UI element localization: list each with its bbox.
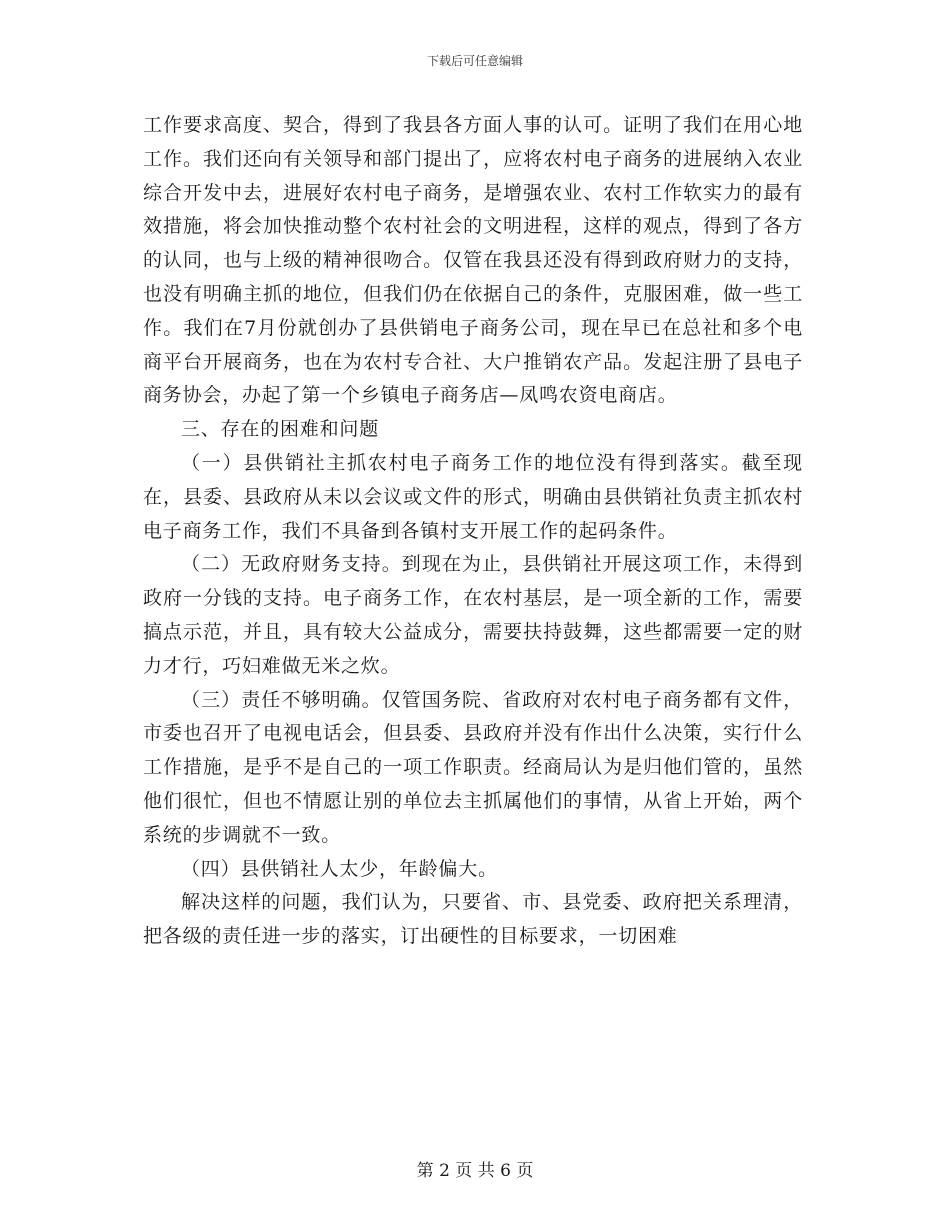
paragraph-item-1: （一）县供销社主抓农村电子商务工作的地位没有得到落实。截至现在，县委、县政府从未以会议或文件的形式，明确由县供销社负责主抓农村电子商务工作，我们不具备到各镇村支开展工作的起码条件。 <box>143 451 803 542</box>
paragraph-item-3: （三）责任不够明确。仅管国务院、省政府对农村电子商务都有文件，市委也召开了电视电话会，但县委、县政府并没有作出什么决策，实行什么工作措施，是乎不是自己的一项工作职责。经商局认为是归他们管的，虽然他们很忙，但也不情愿让别的单位去主抓属他们的事情，从省上开始，两个系统的步调就不一致。 <box>143 688 803 846</box>
paragraph-item-4: （四）县供销社人太少，年龄偏大。 <box>181 857 498 880</box>
paragraph-solution: 解决这样的问题，我们认为，只要省、市、县党委、政府把关系理清，把各级的责任进一步的落实，订出硬性的目标要求，一切困难 <box>143 891 803 948</box>
section-heading: 三、存在的困难和问题 <box>181 418 380 441</box>
page-footer: 第 2 页 共 6 页 <box>416 1161 534 1181</box>
page-header: 下载后可任意编辑 <box>426 54 523 68</box>
paragraph-item-2: （二）无政府财务支持。到现在为止，县供销社开展这项工作，未得到政府一分钱的支持。电子商务工作，在农村基层，是一项全新的工作，需要搞点示范，并且，具有较大公益成分，需要扶持鼓舞，这些都需要一定的财力才行，巧妇难做无米之炊。 <box>143 553 803 677</box>
document-body <box>143 109 803 954</box>
paragraph-continuation: 工作要求高度、契合，得到了我县各方面人事的认可。证明了我们在用心地工作。我们还向有关领导和部门提出了，应将农村电子商务的进展纳入农业综合开发中去，进展好农村电子商务，是增强农业、农村工作软实力的最有效措施，将会加快推动整个农村社会的文明进程，这样的观点，得到了各方的认同，也与上级的精神很吻合。仅管在我县还没有得到政府财力的支持，也没有明确主抓的地位，但我们仍在依据自己的条件，克服困难，做一些工作。我们在7月份就创办了县供销电子商务公司，现在早已在总社和多个电商平台开展商务，也在为农村专合社、大户推销农产品。发起注册了县电子商务协会，办起了第一个乡镇电子商务店—凤鸣农资电商店。 <box>143 114 803 407</box>
